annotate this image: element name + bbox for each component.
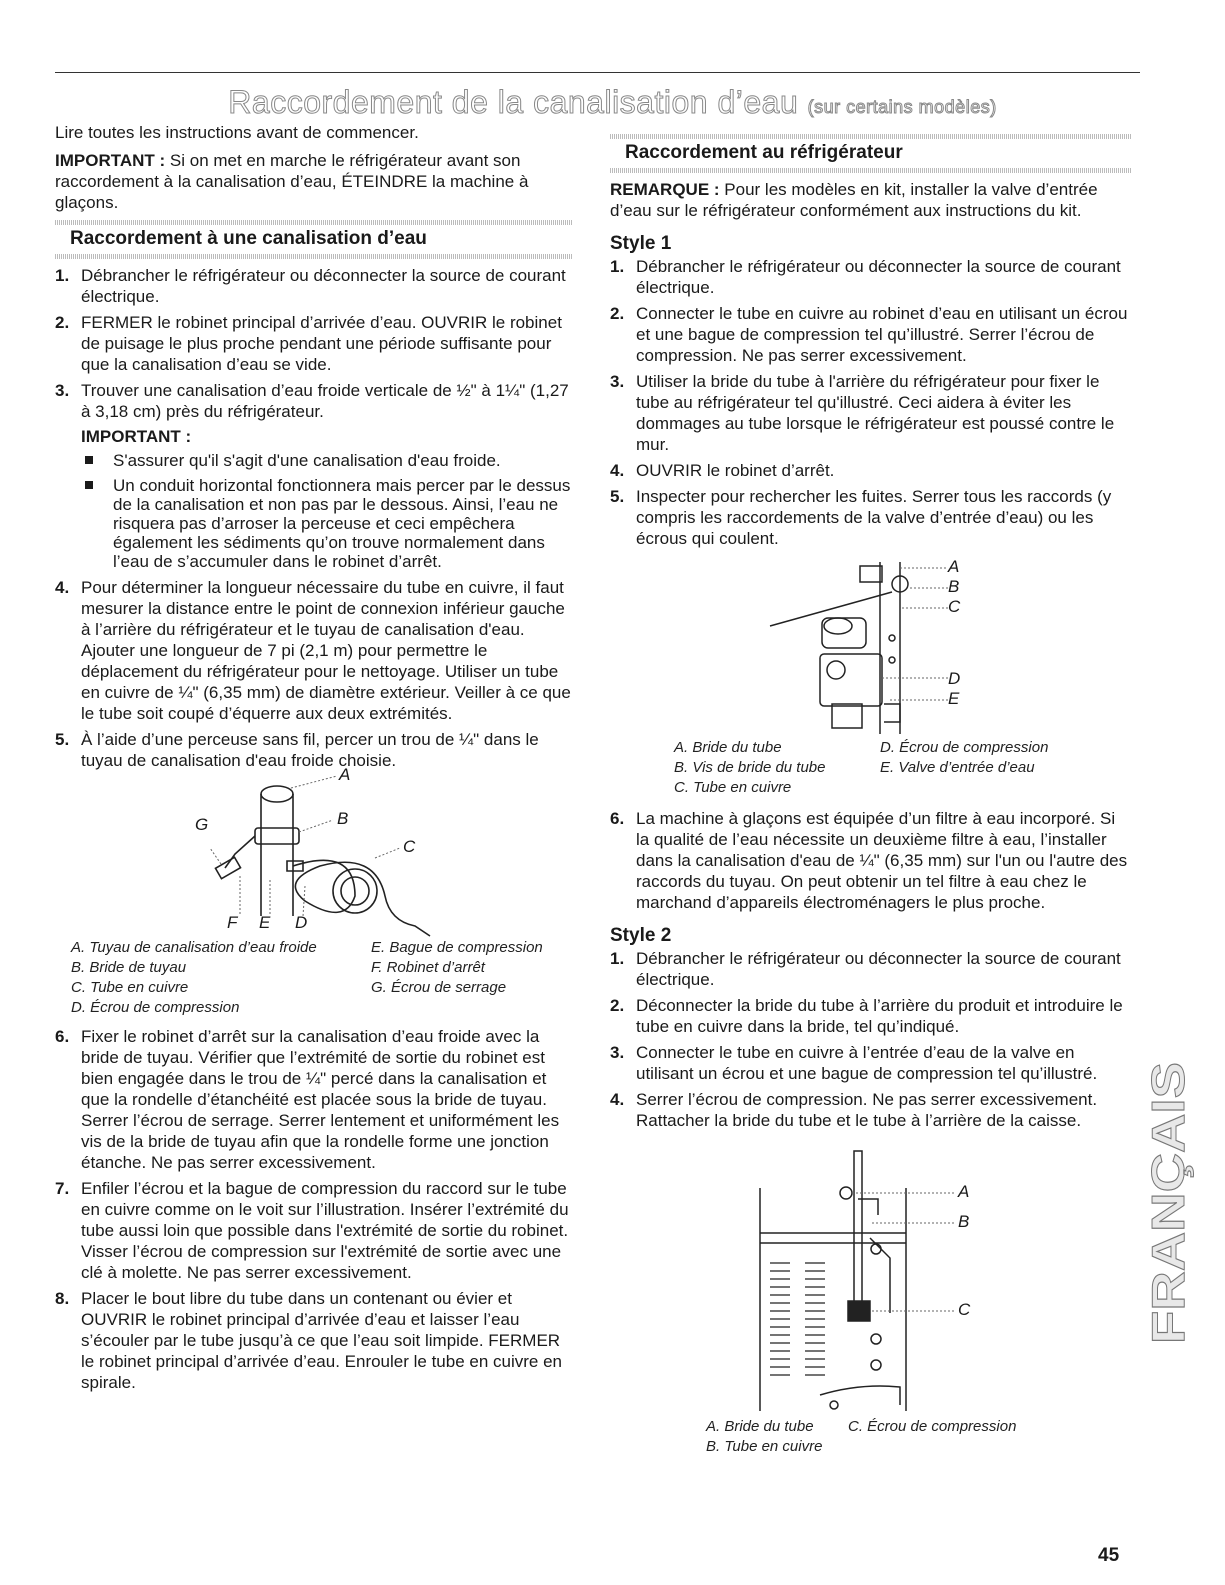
caption-item: C. Écrou de compression <box>848 1418 1017 1435</box>
step-item <box>55 1026 573 1173</box>
page-number: 45 <box>1098 1545 1120 1566</box>
remarque-label: REMARQUE : <box>610 180 720 199</box>
bullet-item <box>81 451 573 470</box>
step-text: À l’aide d’une perceuse sans fil, percer un trou de ¼" dans le tuyau de canalisation d'eau froide choisie. <box>81 730 539 770</box>
language-side-tab-text: FRANÇAIS <box>1142 1106 1194 1344</box>
step-number: 7. <box>55 1179 70 1198</box>
step-item <box>610 371 1132 455</box>
step-number: 4. <box>610 461 625 480</box>
bullet-item <box>81 476 573 571</box>
step-number: 5. <box>610 487 625 506</box>
step-number: 2. <box>55 313 70 332</box>
style-1-steps <box>610 256 1132 549</box>
step-text: Serrer l’écrou de compression. Ne pas serrer excessivement. Rattacher la bride du tube et le tube à l’arrière de la caisse. <box>636 1090 1098 1130</box>
bullet-text: Un conduit horizontal fonctionnera mais percer par le dessus de la canalisation et non pas par le dessous. Ainsi, l’eau ne risquera pas d’arroser la perceuse et ceci empêchera également les sédiments qu’on trouve normalement dans l’eau de s’accumuler dans le robinet d’arrêt. <box>113 476 571 571</box>
step-item <box>610 460 1132 481</box>
step-text: FERMER le robinet principal d’arrivée d’eau. OUVRIR le robinet de puisage le plus proche pendant une période suffisante pour que la canalisation d’eau se vide. <box>81 313 562 374</box>
step-number: 3. <box>55 381 70 400</box>
right-column <box>610 130 1132 1457</box>
remarque-text: Pour les modèles en kit, installer la valve d’entrée d’eau sur le réfrigérateur conformément aux instructions du kit. <box>610 180 1098 220</box>
step-number: 8. <box>55 1289 70 1308</box>
section-title: Raccordement au réfrigérateur <box>625 142 903 163</box>
caption-item: F. Robinet d’arrêt <box>371 959 485 976</box>
step-number: 4. <box>55 578 70 597</box>
step-text: Débrancher le réfrigérateur ou déconnecter la source de courant électrique. <box>636 257 1121 297</box>
caption-item: B. Bride de tuyau <box>71 959 187 976</box>
fig1-callout-a: A <box>339 765 351 784</box>
caption-item: B. Vis de bride du tube <box>674 759 826 776</box>
step-text: Connecter le tube en cuivre au robinet d’eau en utilisant un écrou et une bague de compression tel qu’illustré. Serrer l’écrou de compression. Ne pas serrer excessivement. <box>636 304 1128 365</box>
fig2-callout-e: E <box>948 689 960 708</box>
style2-illustration <box>610 1143 1132 1413</box>
step-item <box>610 256 1132 298</box>
section-header-canalisation <box>55 220 573 259</box>
fig2-callout-a: A <box>948 557 960 576</box>
step-item <box>55 380 573 571</box>
fig3-callout-b: B <box>958 1212 970 1231</box>
step-number: 3. <box>610 1043 625 1062</box>
step-item <box>55 577 573 724</box>
figure-style2 <box>610 1143 1132 1413</box>
step-text: Utiliser la bride du tube à l'arrière du réfrigérateur pour fixer le tube au réfrigérateur tel qu'illustré. Ceci aidera à éviter les dommages au tube lorsque le réfrigérateur est poussé contre le mur. <box>636 372 1115 454</box>
fig1-callout-e: E <box>259 913 271 932</box>
caption-item: A. Bride du tube <box>706 1418 814 1435</box>
step-text: Débrancher le réfrigérateur ou déconnecter la source de courant électrique. <box>636 949 1121 989</box>
page-title-suffix: (sur certains modèles) <box>807 97 997 117</box>
step-text: Pour déterminer la longueur nécessaire du tube en cuivre, il faut mesurer la distance entre le point de connexion inférieur gauche à l’arrière du réfrigérateur et le tuyau de canalisation d'eau. Ajouter une longueur de 7 pi (2,1 m) pour permettre le déplacement du réfrigérateur pour le nettoyage. Utiliser un tube en cuivre de ¼" (6,35 mm) de diamètre extérieur. Veiller à ce que le tube soit coupé d’équerre aux deux extrémités. <box>81 578 571 723</box>
step-text: Enfiler l’écrou et la bague de compression du raccord sur le tube en cuivre comme on le voit sur l’illustration. Insérer l’extrémité du tube aussi loin que possible dans l'extrémité de sortie du robinet. Visser l’écrou de compression sur l'extrémité de sortie avec une clé à molette. Ne pas serrer excessivement. <box>81 1179 569 1282</box>
page-title-main: Raccordement de la canalisation d’eau <box>228 84 799 120</box>
bullet-text: S'assurer qu'il s'agit d'une canalisation d'eau froide. <box>113 451 501 470</box>
step-number: 1. <box>610 949 625 968</box>
fig2-callout-c: C <box>948 597 961 616</box>
fig1-callout-g: G <box>195 815 209 834</box>
step-number: 2. <box>610 304 625 323</box>
caption-item: E. Valve d’entrée d’eau <box>880 759 1035 776</box>
steps-list-1 <box>55 265 573 771</box>
fig1-callout-c: C <box>403 837 416 856</box>
step-number: 4. <box>610 1090 625 1109</box>
step-text: OUVRIR le robinet d’arrêt. <box>636 461 835 480</box>
figure-3-caption <box>706 1417 1132 1457</box>
sub-important-label: IMPORTANT : <box>81 427 192 446</box>
language-side-tab <box>1142 1058 1198 1348</box>
step-item <box>55 729 573 771</box>
step-text: Fixer le robinet d’arrêt sur la canalisation d’eau froide avec la bride de tuyau. Vérifier que l’extrémité de sortie du robinet est bien engagée dans le trou de ¼" percé dans la canalisation et que la rondelle d’étanchéité est placée sous la bride de tuyau. Serrer l’écrou de serrage. Serrer lentement et uniformément les vis de la bride de tuyau afin que la rondelle forme une jonction étanche. Ne pas serrer excessivement. <box>81 1027 560 1172</box>
fig1-callout-b: B <box>337 809 349 828</box>
caption-item: D. Écrou de compression <box>71 999 240 1016</box>
style-1-step-6 <box>610 808 1132 913</box>
fig3-callout-a: A <box>958 1182 970 1201</box>
step-item <box>610 995 1132 1037</box>
top-rule <box>55 72 1140 73</box>
important-text: Si on met en marche le réfrigérateur avant son raccordement à la canalisation d’eau, ÉTEINDRE la machine à glaçons. <box>55 151 529 212</box>
section-header-refrigerateur <box>610 134 1132 173</box>
step-number: 3. <box>610 372 625 391</box>
caption-table <box>674 738 1048 798</box>
bullet-list <box>81 451 573 571</box>
caption-item: E. Bague de compression <box>371 939 543 956</box>
steps-list-2 <box>55 1026 573 1393</box>
step-item <box>55 1288 573 1393</box>
figure-inlet-valve <box>610 554 1132 734</box>
step-text: Inspecter pour rechercher les fuites. Serrer tous les raccords (y compris les raccordements de la valve d’entrée d’eau) ou les écrous qui coulent. <box>636 487 1112 548</box>
step-item <box>55 312 573 375</box>
step-text: Déconnecter la bride du tube à l’arrière du produit et introduire le tube en cuivre dans la bride, tel qu’indiqué. <box>636 996 1123 1036</box>
caption-item: D. Écrou de compression <box>880 739 1049 756</box>
fig2-callout-d: D <box>948 669 961 688</box>
step-number: 1. <box>55 266 70 285</box>
step-number: 2. <box>610 996 625 1015</box>
step-text: Débrancher le réfrigérateur ou déconnecter la source de courant électrique. <box>81 266 566 306</box>
step-number: 1. <box>610 257 625 276</box>
caption-item: C. Tube en cuivre <box>674 779 792 796</box>
remarque-note <box>610 179 1132 221</box>
step-item <box>610 948 1132 990</box>
inlet-valve-illustration <box>610 554 1132 734</box>
fig1-callout-d: D <box>295 913 308 932</box>
step-item <box>55 265 573 307</box>
fig2-callout-b: B <box>948 577 960 596</box>
figure-shutoff-valve <box>55 765 573 936</box>
style-2-heading: Style 2 <box>610 925 672 946</box>
caption-item: B. Tube en cuivre <box>706 1438 823 1455</box>
fig1-callout-f: F <box>227 913 238 932</box>
step-item <box>610 486 1132 549</box>
step-item <box>610 808 1132 913</box>
step-text: La machine à glaçons est équipée d’un filtre à eau incorporé. Si la qualité de l’eau nécessite un deuxième filtre à eau, l’installer dans la canalisation d'eau de ¼" (6,35 mm) sur l'un ou l'autre des raccords du tuyau. On peut obtenir un tel filtre à eau chez le marchand d’appareils électroménagers le plus proche. <box>636 809 1128 912</box>
step-item <box>55 1178 573 1283</box>
step-number: 6. <box>55 1027 70 1046</box>
caption-item: A. Bride du tube <box>674 739 782 756</box>
step-number: 5. <box>55 730 70 749</box>
fig3-callout-c: C <box>958 1300 971 1319</box>
step-item <box>610 303 1132 366</box>
step-number: 6. <box>610 809 625 828</box>
square-bullet-icon <box>85 481 93 489</box>
step-item <box>610 1042 1132 1084</box>
figure-2-caption <box>674 738 1132 798</box>
step-text: Trouver une canalisation d’eau froide verticale de ½" à 1¼" (1,27 à 3,18 cm) près du réfrigérateur. <box>81 381 569 421</box>
caption-item: A. Tuyau de canalisation d’eau froide <box>71 939 317 956</box>
section-title: Raccordement à une canalisation d’eau <box>70 228 427 249</box>
step-text: Connecter le tube en cuivre à l’entrée d’eau de la valve en utilisant un écrou et une bague de compression tel qu’illustré. <box>636 1043 1098 1083</box>
important-note <box>55 150 573 213</box>
caption-table <box>71 938 543 1018</box>
caption-item: G. Écrou de serrage <box>371 979 507 996</box>
square-bullet-icon <box>85 456 93 464</box>
page-title <box>0 84 1225 121</box>
caption-table <box>706 1417 1016 1457</box>
style-2-steps <box>610 948 1132 1131</box>
left-column <box>55 122 573 1398</box>
shutoff-valve-illustration <box>55 776 573 936</box>
figure-1-caption <box>71 938 573 1018</box>
style-1-heading: Style 1 <box>610 233 672 254</box>
caption-item: C. Tube en cuivre <box>71 979 189 996</box>
intro-text: Lire toutes les instructions avant de commencer. <box>55 123 419 142</box>
important-label: IMPORTANT : <box>55 151 166 170</box>
step-text: Placer le bout libre du tube dans un contenant ou évier et OUVRIR le robinet principal d’arrivée d’eau et laisser l’eau s’écouler par le tube jusqu’à ce que l’eau soit limpide. FERMER le robinet principal d’arrivée d’eau. Enrouler le tube en cuivre en spirale. <box>81 1289 563 1392</box>
step-item <box>610 1089 1132 1131</box>
